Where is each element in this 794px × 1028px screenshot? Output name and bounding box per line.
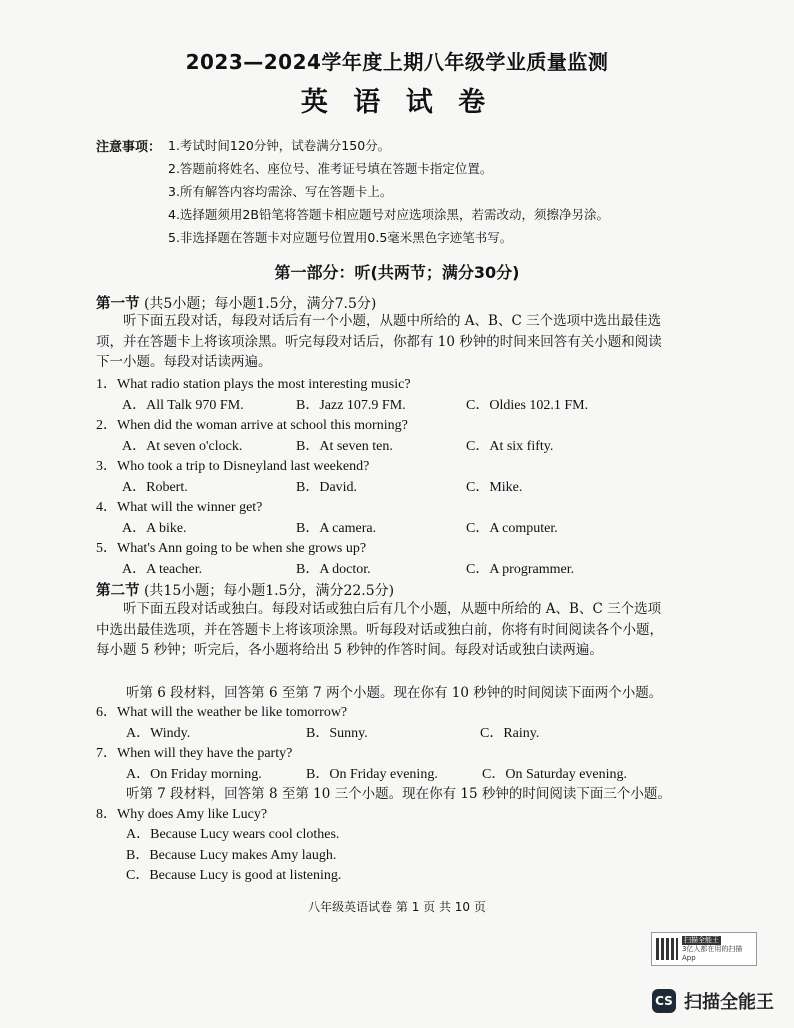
exam-title: 2023—2024学年度上期八年级学业质量监测 [185, 50, 609, 74]
option-c: C．A programmer. [466, 562, 575, 577]
option-c: C．Mike. [466, 480, 523, 495]
note-item: 1.考试时间120分钟，试卷满分150分。 [168, 138, 391, 153]
option-c: C．On Saturday evening. [482, 767, 628, 782]
question-text: 1．What radio station plays the most interesting music? [96, 377, 411, 392]
option-b: B．Because Lucy makes Amy laugh. [126, 848, 337, 863]
camscanner-logo [652, 988, 774, 1014]
note-item: 5.非选择题在答题卡对应题号位置用0.5毫米黑色字迹笔书写。 [168, 230, 513, 245]
section-heading [96, 292, 376, 313]
section-label: 第二节 [96, 583, 140, 599]
part-title: 第一部分：听(共两节；满分30分) [274, 263, 520, 282]
cs-logo-icon: CS [652, 989, 676, 1013]
section-directions: 听下面五段对话或独白。每段对话或独白后有几个小题，从题中所给的 A、B、C 三个选项中选出最佳选项，并在答题卡上将该项涂黑。听每段对话或独白前，你将有时间阅读各个小题，每小题 5 秒钟；听完后，各小题将给出 5 秒钟的作答时间。每段对话或独白读两遍。 [96, 601, 663, 658]
option-b: B．At seven ten. [296, 439, 393, 454]
option-b: B．A camera. [296, 521, 377, 536]
question-text: 8．Why does Amy like Lucy? [96, 807, 268, 822]
option-a: A．At seven o'clock. [122, 439, 243, 454]
section-label: 第一节 [96, 296, 140, 312]
listening-instruction: 听第 7 段材料，回答第 8 至第 10 三个小题。现在你有 15 秒钟的时间阅读下面三个小题。 [126, 786, 671, 802]
option-a: A．On Friday morning. [126, 767, 262, 782]
scanner-watermark [651, 932, 757, 966]
option-a: A．A teacher. [122, 562, 203, 577]
logo-text: 扫描全能王 [684, 992, 774, 1013]
option-c: C．A computer. [466, 521, 558, 536]
option-b: B．On Friday evening. [306, 767, 438, 782]
qr-badge: 扫描全能王 [683, 935, 719, 944]
question-text: 2．When did the woman arrive at school this morning? [96, 418, 408, 433]
option-a: A．Because Lucy wears cool clothes. [126, 827, 340, 842]
note-item: 4.选择题须用2B铅笔将答题卡相应题号对应选项涂黑，若需改动，须擦净另涂。 [168, 207, 609, 222]
option-b: B．Jazz 107.9 FM. [296, 398, 406, 413]
listening-instruction: 听第 6 段材料，回答第 6 至第 7 两个小题。现在你有 10 秒钟的时间阅读下面两个小题。 [126, 685, 663, 701]
section-directions: 听下面五段对话，每段对话后有一个小题，从题中所给的 A、B、C 三个选项中选出最佳选项，并在答题卡上将该项涂黑。听完每段对话后，你都有 10 秒钟的时间来回答有关小题和阅读下一小题。每段对话读两遍。 [96, 313, 662, 370]
note-item: 2.答题前将姓名、座位号、准考证号填在答题卡指定位置。 [168, 161, 493, 176]
option-b: B．Sunny. [306, 726, 368, 741]
option-a: A．All Talk 970 FM. [122, 398, 244, 413]
option-c: C．Rainy. [480, 726, 540, 741]
option-b: B．A doctor. [296, 562, 371, 577]
section-info: (共15小题；每小题1.5分，满分22.5分) [143, 583, 395, 599]
option-c: C．At six fifty. [466, 439, 554, 454]
note-item: 3.所有解答内容均需涂、写在答题卡上。 [168, 184, 393, 199]
question-text: 6．What will the weather be like tomorrow? [96, 705, 348, 720]
option-a: A．Robert. [122, 480, 188, 495]
qr-code-icon [656, 938, 678, 960]
exam-subject: 英 语 试 卷 [300, 87, 494, 118]
section-info: (共5小题；每小题1.5分，满分7.5分) [143, 296, 377, 312]
question-text: 5．What's Ann going to be when she grows up? [96, 541, 367, 556]
question-text: 7．When will they have the party? [96, 746, 293, 761]
option-c: C．Oldies 102.1 FM. [466, 398, 589, 413]
option-c: C．Because Lucy is good at listening. [126, 868, 342, 883]
question-text: 4．What will the winner get? [96, 500, 263, 515]
question-text: 3．Who took a trip to Disneyland last weekend? [96, 459, 370, 474]
qr-caption: 3亿人都在用的扫描App [681, 944, 743, 962]
notes-label: 注意事项： [96, 140, 162, 155]
page-footer: 八年级英语试卷 第 1 页 共 10 页 [308, 900, 486, 914]
option-a: A．A bike. [122, 521, 187, 536]
option-a: A．Windy. [126, 726, 191, 741]
section-heading [96, 579, 394, 600]
option-b: B．David. [296, 480, 358, 495]
